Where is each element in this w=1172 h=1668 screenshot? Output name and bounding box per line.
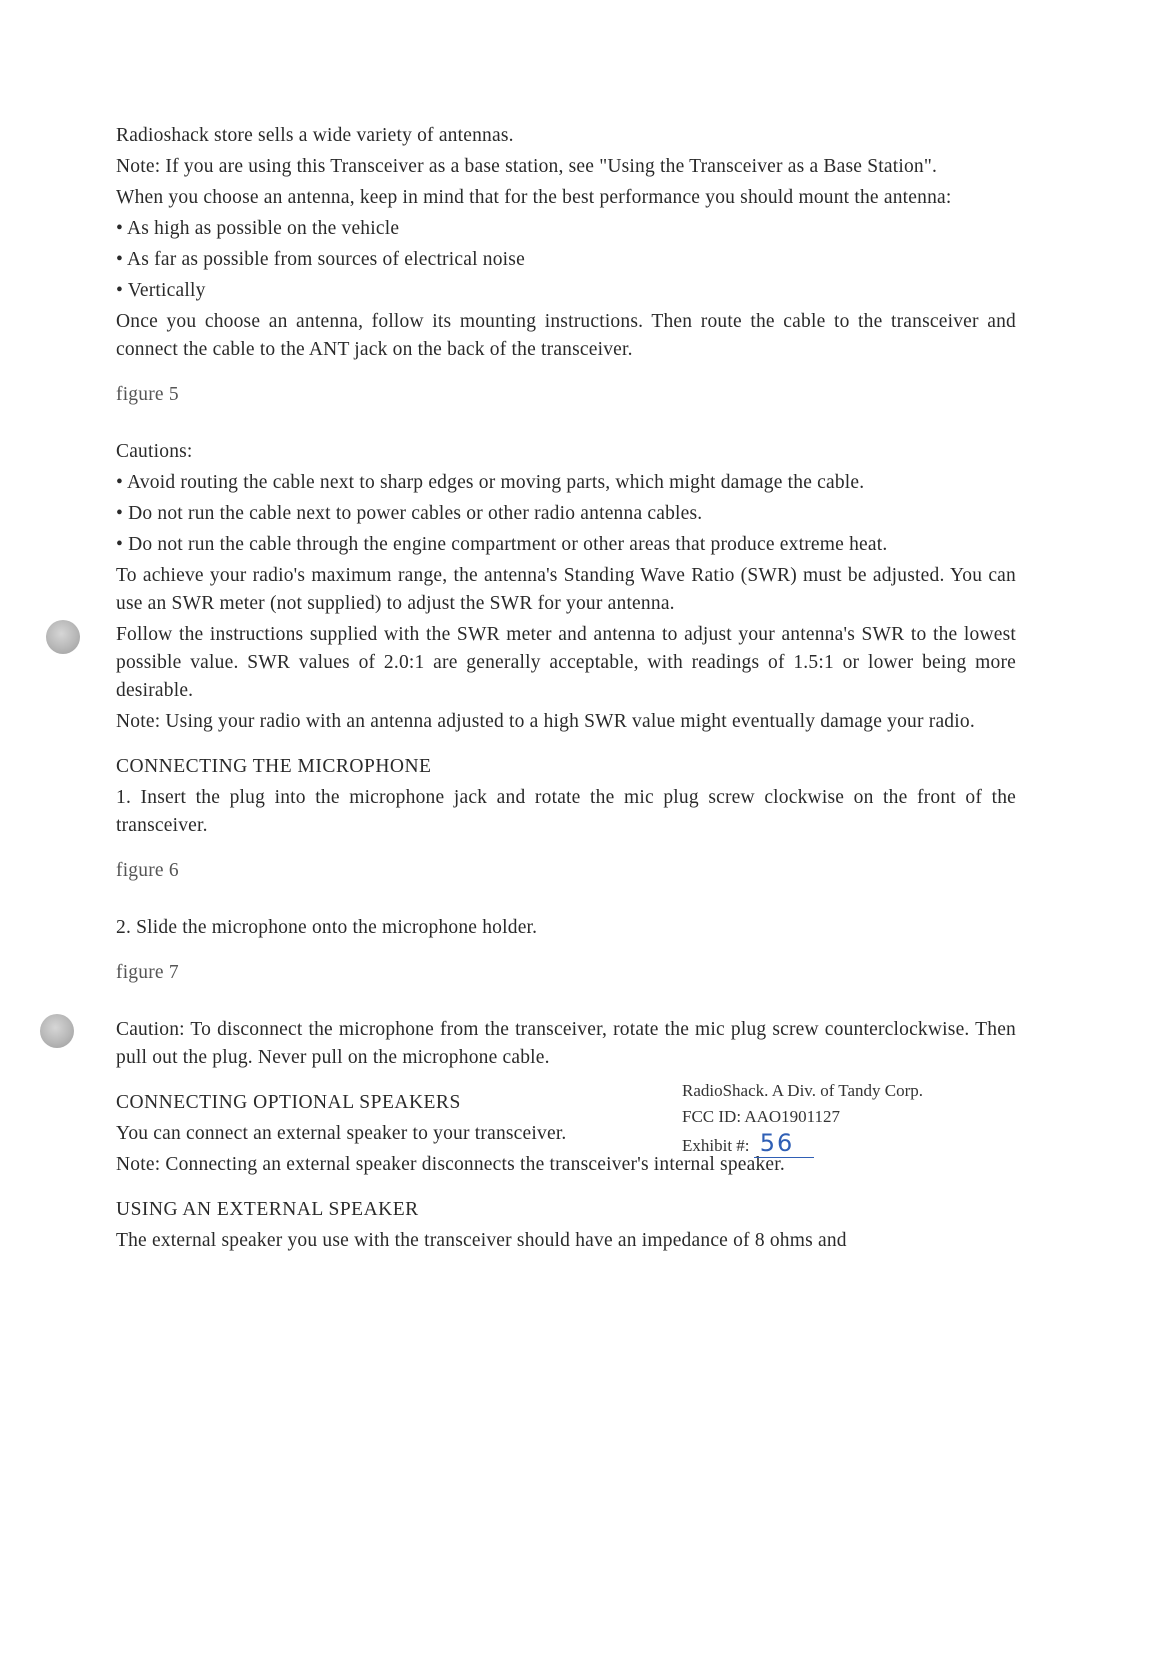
swr-note: Note: Using your radio with an antenna adjusted to a high SWR value might eventually damage your radio. [116,711,975,732]
section-heading: CONNECTING OPTIONAL SPEAKERS [116,1092,461,1113]
section-heading: CONNECTING THE MICROPHONE [116,756,432,777]
section-heading: USING AN EXTERNAL SPEAKER [116,1199,419,1220]
stamp-exhibit [682,1130,1002,1159]
swr-instructions-paragraph: Follow the instructions supplied with the SWR meter and antenna to adjust your antenna's SWR to the lowest possible value. SWR values of 2.0:1 are generally acceptable, with readings of 1.5:1 or lower being more desirable. [116,624,1016,701]
base-station-note: Note: If you are using this Transceiver as a base station, see "Using the Transceiver as a Base Station". [116,156,938,177]
list-item: • Vertically [116,280,206,301]
exhibit-label: Exhibit #: [682,1136,750,1155]
mic-step-2: 2. Slide the microphone onto the microphone holder. [116,917,538,938]
speaker-paragraph: You can connect an external speaker to your transceiver. [116,1123,567,1144]
exhibit-number: 56 [754,1129,815,1158]
figure-label: figure 6 [116,860,179,881]
swr-paragraph: To achieve your radio's maximum range, the antenna's Standing Wave Ratio (SWR) must be adjusted. You can use an SWR meter (not supplied) to adjust the SWR for your antenna. [116,565,1016,614]
list-item: • Do not run the cable through the engine compartment or other areas that produce extreme heat. [116,534,888,555]
cautions-title: Cautions: [116,441,193,462]
figure-label: figure 7 [116,962,179,983]
speaker-note: Note: Connecting an external speaker disconnects the transceiver's internal speaker. [116,1154,785,1175]
stamp-fcc-id: FCC ID: AAO1901127 [682,1107,841,1126]
list-item: • Do not run the cable next to power cables or other radio antenna cables. [116,503,703,524]
binder-hole-top [46,620,80,654]
list-item: • Avoid routing the cable next to sharp edges or moving parts, which might damage the cable. [116,472,865,493]
list-item: • As high as possible on the vehicle [116,218,400,239]
stamp-company: RadioShack. A Div. of Tandy Corp. [682,1081,924,1100]
antenna-mount-paragraph: When you choose an antenna, keep in mind that for the best performance you should mount the antenna: [116,187,952,208]
mounting-paragraph: Once you choose an antenna, follow its mounting instructions. Then route the cable to the transceiver and connect the cable to the ANT jack on the back of the transceiver. [116,311,1016,360]
mic-step-1: 1. Insert the plug into the microphone jack and rotate the mic plug screw clockwise on the front of the transceiver. [116,787,1016,836]
mic-caution: Caution: To disconnect the microphone from the transceiver, rotate the mic plug screw counterclockwise. Then pull out the plug. Never pull on the microphone cable. [116,1019,1016,1068]
intro-paragraph: Radioshack store sells a wide variety of antennas. [116,125,514,146]
figure-label: figure 5 [116,384,179,405]
external-speaker-paragraph: The external speaker you use with the transceiver should have an impedance of 8 ohms and [116,1230,847,1251]
fcc-exhibit-stamp [682,1078,1002,1159]
list-item: • As far as possible from sources of electrical noise [116,249,525,270]
binder-hole-bottom [40,1014,74,1048]
